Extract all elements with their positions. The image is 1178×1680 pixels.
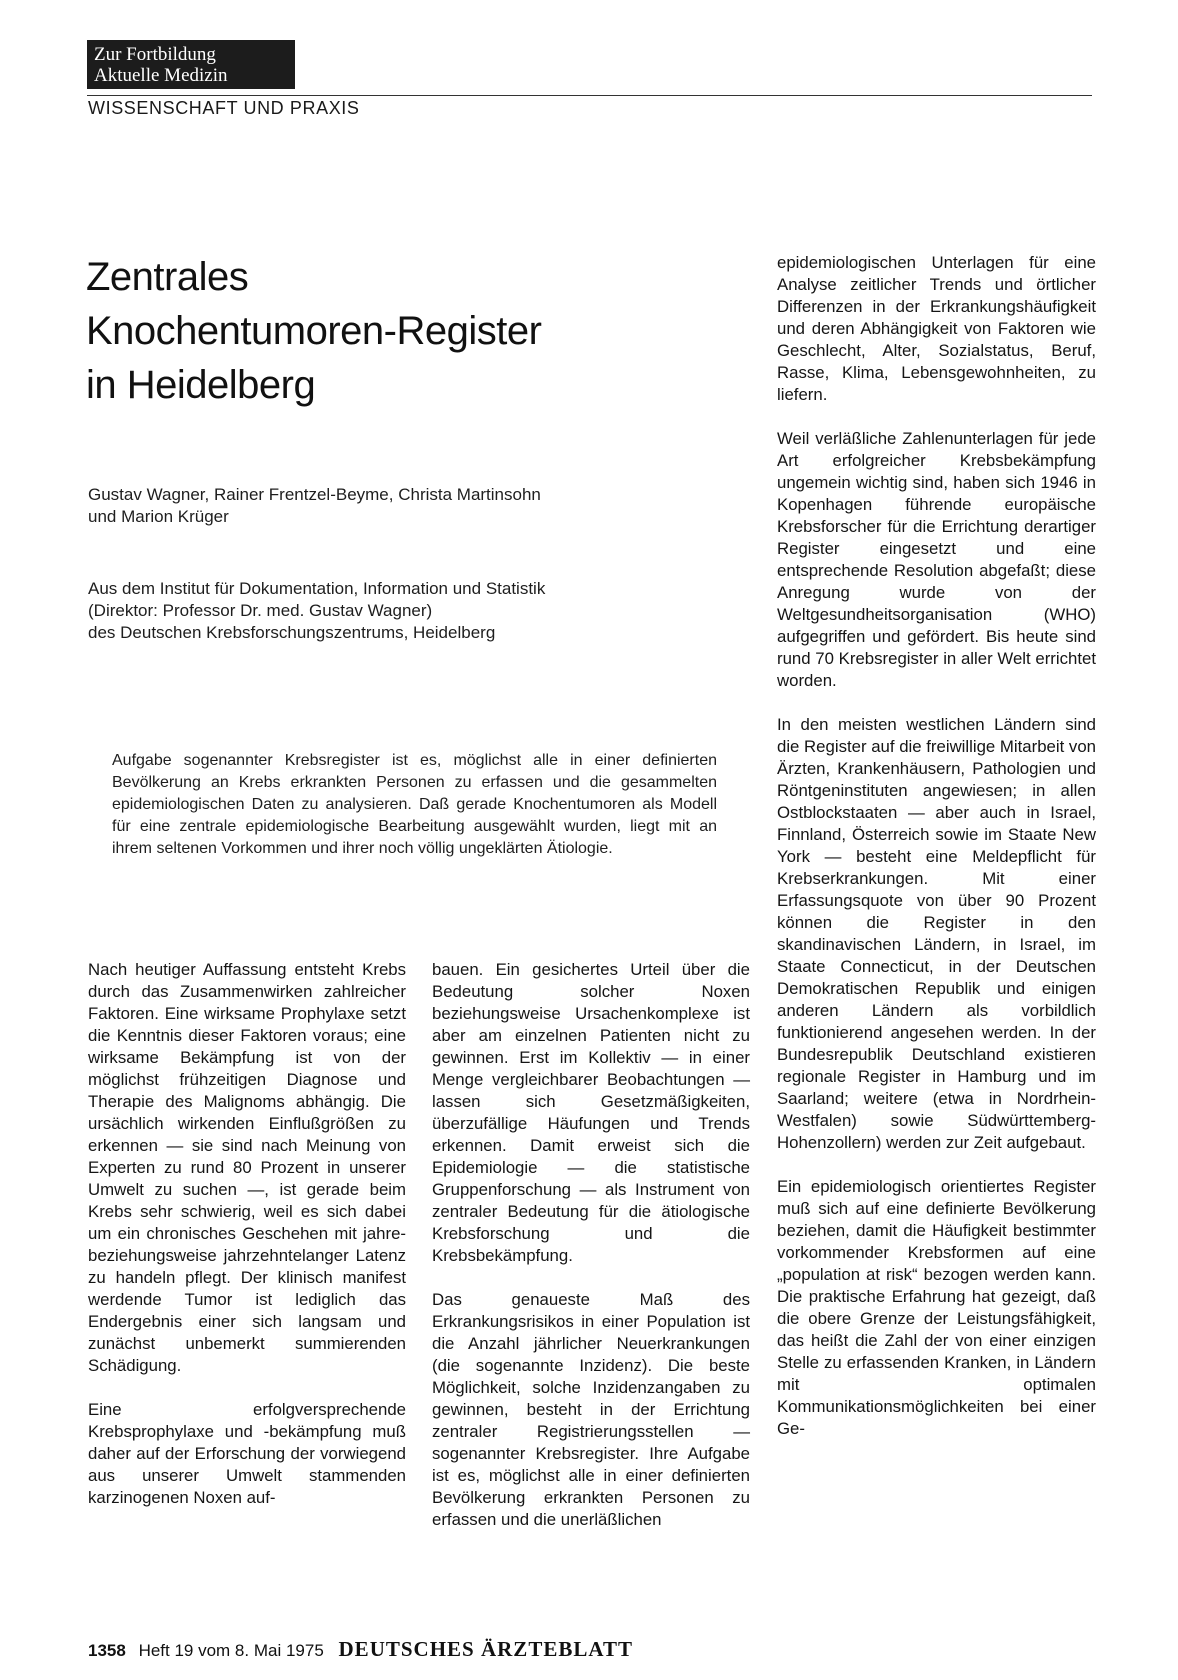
title-line-2: Knochentumoren-Register [86, 309, 542, 353]
section-heading: WISSENSCHAFT UND PRAXIS [88, 98, 360, 118]
affiliation [88, 578, 698, 644]
page-number: 1358 [88, 1641, 126, 1660]
body-column-middle [432, 959, 750, 1553]
badge-line-2: Aktuelle Medizin [94, 65, 228, 86]
authors-line-1: Gustav Wagner, Rainer Frentzel-Beyme, Christa Martinsohn [88, 485, 541, 504]
paragraph: epidemiologischen Unterlagen für eine Analyse zeitlicher Trends und örtlicher Differenzen in der Erkrankungshäufigkeit und deren Abhängigkeit von Faktoren wie Geschlecht, Alter, Sozialstatus, Beruf, Rasse, Klima, Lebensgewohnheiten, zu liefern. [777, 253, 1096, 404]
paragraph: In den meisten westlichen Ländern sind die Register auf die freiwillige Mitarbeit von Ärzten, Krankenhäusern, Pathologien und Röntgeninstituten angewiesen; in allen Ostblockstaaten — aber auch in Israel, Finnland, Österreich sowie im Staate New York — besteht eine Meldepflicht für Krebserkrankungen. Mit einer Erfassungsquote von über 90 Prozent können die Register in den skandinavischen Ländern, in Israel, im Staate Connecticut, in der Deutschen Demokratischen Republik und einigen anderen Ländern als vorbildlich funktionierend angesehen werden. In der Bundesrepublik Deutschland existieren regionale Register in Hamburg und im Saarland; weitere (etwa in Nordrhein-Westfalen) sowie Südwürttemberg-Hohenzollern) werden zur Zeit aufgebaut. [777, 715, 1096, 1152]
authors-line-2: und Marion Krüger [88, 507, 229, 526]
body-column-left [88, 959, 406, 1531]
journal-name: DEUTSCHES ÄRZTEBLATT [338, 1637, 633, 1661]
affiliation-line-3: des Deutschen Krebsforschungszentrums, Heidelberg [88, 623, 496, 642]
paragraph: Das genaueste Maß des Erkrankungsrisikos in einer Population ist die Anzahl jährlicher Neuerkrankungen (die sogenannte Inzidenz). Die beste Möglichkeit, solche Inzidenzangaben zu gewinnen, besteht in der Errichtung zentraler Registrierungsstellen — sogenannter Krebsregister. Ihre Aufgabe ist es, möglichst alle in einer definierten Bevölkerung erkrankten Personen zu erfassen und die unerläßlichen [432, 1290, 750, 1529]
title-line-3: in Heidelberg [86, 363, 316, 407]
header-rule [87, 95, 1092, 96]
paragraph: Ein epidemiologisch orientiertes Register muß sich auf eine definierte Bevölkerung beziehen, damit die Häufigkeit bestimmter vorkommender Krebsformen auf eine „population at risk“ bezogen werden kann. Die praktische Erfahrung hat gezeigt, daß die obere Grenze der Leistungsfähigkeit, das heißt die Zahl der von einer einzigen Stelle zu erfassenden Kranken, in Ländern mit optimalen Kommunikationsmöglichkeiten bei einer Ge- [777, 1177, 1096, 1438]
title-line-1: Zentrales [86, 255, 249, 299]
paragraph: bauen. Ein gesichertes Urteil über die Bedeutung solcher Noxen beziehungsweise Ursachenkomplexe ist aber am einzelnen Patienten nicht zu gewinnen. Erst im Kollektiv — in einer Menge vergleichbarer Beobachtungen — lassen sich Gesetzmäßigkeiten, überzufällige Häufungen und Trends erkennen. Damit erweist sich die Epidemiologie — die statistische Gruppenforschung — als Instrument von zentraler Bedeutung für die ätiologische Krebsforschung und die Krebsbekämpfung. [432, 960, 750, 1265]
body-column-right [777, 252, 1096, 1462]
article-title [86, 250, 706, 412]
author-list [88, 484, 688, 528]
badge-line-1: Zur Fortbildung [94, 44, 216, 65]
issue-info: Heft 19 vom 8. Mai 1975 [138, 1641, 324, 1660]
section-badge [87, 40, 295, 89]
affiliation-line-2: (Direktor: Professor Dr. med. Gustav Wagner) [88, 601, 433, 620]
paragraph: Nach heutiger Auffassung entsteht Krebs durch das Zusammenwirken zahlreicher Faktoren. Eine wirksame Prophylaxe setzt die Kenntnis dieser Faktoren voraus; eine wirksame Bekämpfung ist von der möglichst frühzeitigen Diagnose und Therapie des Malignoms abhängig. Die ursächlich wirkenden Einflußgrößen zu erkennen — sie sind nach Meinung von Experten zu rund 80 Prozent in unserer Umwelt zu suchen —, ist gerade beim Krebs sehr schwierig, weil es sich dabei um ein chronisches Geschehen mit jahre- beziehungsweise jahrzehntelanger Latenz zu handeln pflegt. Der klinisch manifest werdende Tumor ist lediglich das Endergebnis einer sich langsam und zunächst unbemerkt summierenden Schädigung. [88, 960, 406, 1375]
abstract: Aufgabe sogenannter Krebsregister ist es, möglichst alle in einer definierten Bevölkerung an Krebs erkrankten Personen zu erfassen und die gesammelten epidemiologischen Daten zu analysieren. Daß gerade Knochentumoren als Modell für eine zentrale epidemiologische Bearbeitung ausgewählt wurden, liegt mit an ihrem seltenen Vorkommen und ihrer noch völlig ungeklärten Ätiologie. [112, 752, 717, 857]
affiliation-line-1: Aus dem Institut für Dokumentation, Information und Statistik [88, 579, 546, 598]
paragraph: Eine erfolgversprechende Krebsprophylaxe und -bekämpfung muß daher auf der Erforschung der vorwiegend aus unserer Umwelt stammenden karzinogenen Noxen auf- [88, 1400, 406, 1507]
page-footer [88, 1637, 633, 1662]
paragraph: Weil verläßliche Zahlenunterlagen für jede Art erfolgreicher Krebsbekämpfung ungemein wichtig sind, haben sich 1946 in Kopenhagen führende europäische Krebsforscher für die Errichtung derartiger Register eingesetzt und eine entsprechende Resolution abgefaßt; diese Anregung wurde von der Weltgesundheitsorganisation (WHO) aufgegriffen und gefördert. Bis heute sind rund 70 Krebsregister in aller Welt errichtet worden. [777, 429, 1096, 690]
